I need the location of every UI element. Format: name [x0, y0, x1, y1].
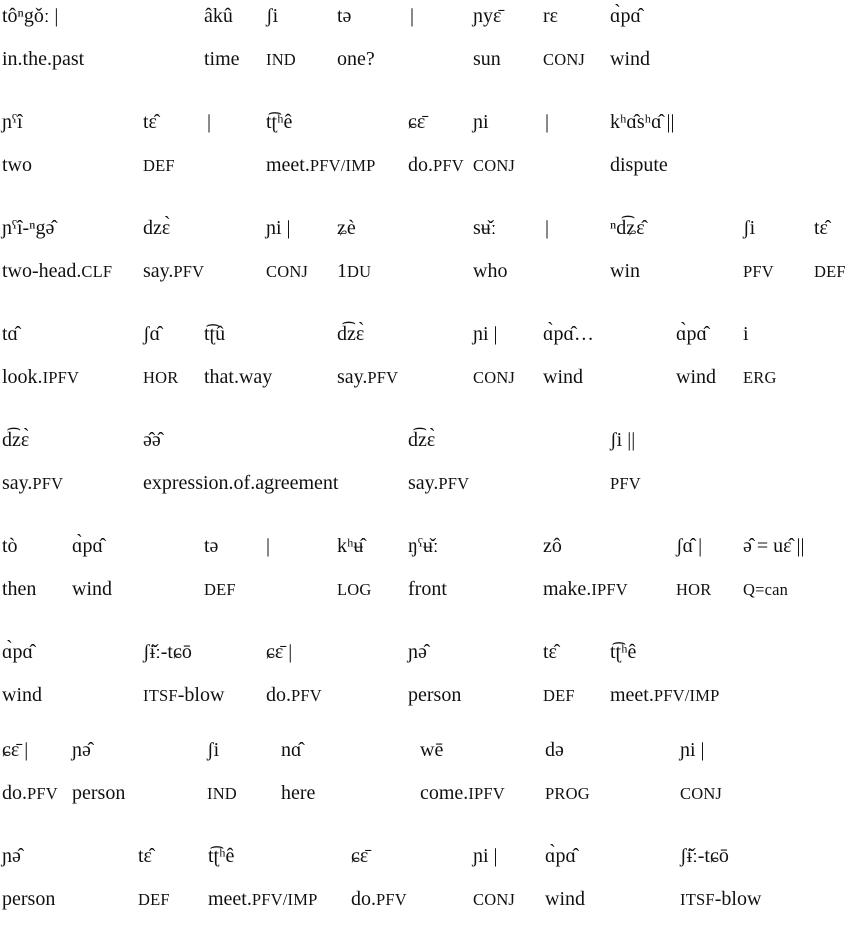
gloss-segment: expression.of.agreement — [143, 472, 339, 494]
gloss-text — [266, 154, 375, 177]
gloss-text — [473, 366, 515, 389]
gloss-segment: one? — [337, 48, 375, 70]
gloss-segment: -blow — [177, 684, 225, 706]
grammatical-abbreviation: CONJ — [473, 156, 516, 175]
gloss-text — [266, 684, 322, 707]
source-word: wē — [420, 739, 444, 761]
grammatical-abbreviation: ITSF — [680, 890, 715, 909]
source-word: t͡ʈʰê — [208, 845, 235, 867]
gloss-text — [473, 260, 507, 282]
gloss-segment: win — [610, 260, 640, 282]
source-word: | — [266, 535, 271, 557]
source-word: tò — [2, 535, 18, 557]
source-word: t͡ʈʰê — [610, 641, 637, 663]
source-word: ɕɛ̄ | — [2, 739, 29, 761]
source-word: d͡zɛ̀ — [408, 429, 436, 451]
grammatical-abbreviation: ERG — [743, 368, 777, 387]
gloss-segment: front — [408, 578, 447, 600]
gloss-text — [676, 366, 716, 388]
grammatical-abbreviation: IPFV — [468, 784, 505, 803]
gloss-segment: do. — [408, 154, 433, 176]
grammatical-abbreviation: DU — [347, 262, 372, 281]
grammatical-abbreviation: PFV — [291, 686, 322, 705]
source-word: nɑ̂ — [281, 739, 302, 761]
gloss-text — [143, 472, 338, 494]
gloss-segment: person — [2, 888, 56, 910]
gloss-segment: do. — [266, 684, 291, 706]
source-word: ɕɛ̄ — [351, 845, 369, 867]
source-word: ɲi | — [473, 323, 498, 345]
gloss-segment: who — [473, 260, 508, 282]
source-word: zô — [543, 535, 562, 557]
source-word: ʃɨ̌ː-tɕō — [143, 641, 192, 663]
gloss-text — [2, 472, 63, 495]
source-word: tôⁿgǒː | — [2, 5, 59, 27]
gloss-text — [72, 578, 112, 600]
source-word: d͡zɛ̀ — [2, 429, 30, 451]
source-word: ɑ̀pɑ̂… — [543, 323, 594, 345]
source-word: ɲi | — [473, 845, 498, 867]
grammatical-abbreviation: PFV — [433, 156, 464, 175]
grammatical-abbreviation: PFV — [173, 262, 205, 281]
gloss-text — [266, 260, 308, 283]
gloss-text — [543, 684, 575, 707]
gloss-segment: then — [2, 578, 37, 600]
gloss-line — [0, 535, 852, 615]
source-word: tə — [337, 5, 352, 27]
gloss-text — [337, 260, 371, 283]
gloss-text — [408, 578, 447, 600]
gloss-text — [351, 888, 407, 911]
grammatical-abbreviation: CONJ — [473, 890, 516, 909]
gloss-text — [814, 260, 846, 283]
source-word: ə̂ = uɛ̂ || — [743, 535, 805, 557]
gloss-segment: dispute — [610, 154, 668, 176]
grammatical-abbreviation: HOR — [143, 368, 179, 387]
gloss-text — [420, 782, 505, 805]
gloss-segment: say. — [408, 472, 439, 494]
gloss-text — [610, 684, 719, 707]
source-word: ɲi — [473, 111, 489, 133]
gloss-segment: meet. — [266, 154, 310, 176]
gloss-segment: sun — [473, 48, 501, 70]
source-word: d͡zɛ̀ — [337, 323, 365, 345]
gloss-text — [408, 684, 461, 706]
source-word: ɑ̀pɑ̂ — [72, 535, 103, 557]
gloss-text — [408, 154, 464, 177]
source-word: də — [545, 739, 564, 761]
source-word: ʃi || — [610, 429, 636, 451]
source-word: t͡ʈʰê — [266, 111, 293, 133]
source-word: rɛ — [543, 5, 559, 27]
grammatical-abbreviation: DEF — [143, 156, 175, 175]
gloss-text — [138, 888, 170, 911]
grammatical-abbreviation: PFV — [438, 474, 470, 493]
source-word: | — [545, 217, 550, 239]
source-word: tɛ̂ — [143, 111, 157, 133]
grammatical-abbreviation: Q=can — [743, 580, 789, 599]
gloss-segment: that.way — [204, 366, 273, 388]
gloss-text — [2, 48, 84, 70]
grammatical-abbreviation: IPFV — [591, 580, 628, 599]
source-word: | — [410, 5, 415, 27]
grammatical-abbreviation: PFV/IMP — [251, 890, 318, 909]
gloss-text — [680, 782, 722, 805]
source-word: ʑè — [337, 217, 356, 239]
gloss-text — [610, 472, 641, 495]
gloss-text — [143, 260, 204, 283]
gloss-segment: say. — [2, 472, 33, 494]
grammatical-abbreviation: PFV/IMP — [309, 156, 376, 175]
gloss-text — [610, 260, 640, 282]
source-word: tɛ̂ — [543, 641, 557, 663]
source-word: ʃi — [207, 739, 220, 761]
grammatical-abbreviation: ITSF — [143, 686, 178, 705]
gloss-segment: wind — [676, 366, 716, 388]
grammatical-abbreviation: PROG — [545, 784, 590, 803]
grammatical-abbreviation: PFV/IMP — [653, 686, 720, 705]
gloss-text — [208, 888, 317, 911]
source-word: tɛ̂ — [138, 845, 152, 867]
gloss-text — [680, 888, 761, 911]
gloss-text — [473, 154, 515, 177]
grammatical-abbreviation: IND — [207, 784, 237, 803]
gloss-segment: person — [72, 782, 126, 804]
source-word: ⁿd͡ʑɛ̂ — [610, 217, 645, 239]
gloss-segment: do. — [351, 888, 376, 910]
source-word: tə — [204, 535, 219, 557]
source-word: sʉ̌ː — [473, 217, 497, 239]
grammatical-abbreviation: CONJ — [266, 262, 309, 281]
gloss-segment: do. — [2, 782, 27, 804]
gloss-line — [0, 641, 852, 721]
gloss-segment: time — [204, 48, 240, 70]
gloss-text — [281, 782, 315, 804]
grammatical-abbreviation: CONJ — [473, 368, 516, 387]
grammatical-abbreviation: DEF — [204, 580, 236, 599]
source-word: ɲə̂ — [2, 845, 21, 867]
gloss-line — [0, 5, 852, 85]
grammatical-abbreviation: CONJ — [680, 784, 723, 803]
gloss-text — [337, 48, 375, 70]
source-word: ɑ̀pɑ̂ — [676, 323, 707, 345]
gloss-line — [0, 323, 852, 403]
gloss-text — [743, 578, 788, 601]
gloss-segment: meet. — [610, 684, 654, 706]
gloss-text — [204, 578, 236, 601]
grammatical-abbreviation: HOR — [676, 580, 712, 599]
source-word: ɲi | — [266, 217, 291, 239]
gloss-text — [2, 782, 58, 805]
grammatical-abbreviation: CLF — [81, 262, 113, 281]
gloss-segment: wind — [2, 684, 42, 706]
gloss-text — [543, 48, 585, 71]
source-word: âkû — [204, 5, 233, 27]
source-word: t͡ʈû — [204, 323, 226, 345]
source-word: ɕɛ̄ — [408, 111, 426, 133]
gloss-text — [2, 888, 55, 910]
gloss-segment: here — [281, 782, 316, 804]
gloss-text — [337, 578, 372, 601]
source-word: ʃi — [266, 5, 279, 27]
gloss-text — [676, 578, 711, 601]
gloss-line — [0, 429, 852, 509]
gloss-text — [2, 154, 32, 176]
source-word: ɑ̀pɑ̂ — [610, 5, 641, 27]
gloss-text — [204, 48, 240, 70]
source-word: ɲyɛ̄ — [473, 5, 502, 27]
source-word: dzɛ̀ — [143, 217, 171, 239]
source-word: i — [743, 323, 749, 345]
grammatical-abbreviation: DEF — [138, 890, 170, 909]
gloss-segment: wind — [610, 48, 650, 70]
grammatical-abbreviation: PFV — [743, 262, 774, 281]
gloss-line — [0, 217, 852, 297]
source-word: ɲə̂ — [408, 641, 427, 663]
source-word: ɲˁî — [2, 111, 23, 133]
gloss-segment: 1 — [337, 260, 347, 282]
gloss-segment: wind — [543, 366, 583, 388]
grammatical-abbreviation: PFV — [367, 368, 399, 387]
gloss-text — [543, 578, 628, 601]
gloss-text — [2, 366, 79, 389]
gloss-text — [473, 888, 515, 911]
gloss-text — [743, 260, 774, 283]
source-word: tɑ̂ — [2, 323, 19, 345]
gloss-text — [143, 366, 178, 389]
source-word: ɕɛ̄ | — [266, 641, 293, 663]
gloss-segment: say. — [337, 366, 368, 388]
gloss-text — [72, 782, 125, 804]
source-word: ʃi — [743, 217, 756, 239]
gloss-segment: wind — [72, 578, 112, 600]
gloss-text — [473, 48, 501, 70]
gloss-text — [143, 154, 175, 177]
grammatical-abbreviation: LOG — [337, 580, 372, 599]
gloss-text — [2, 260, 112, 283]
source-word: ʃɑ̂ | — [676, 535, 703, 557]
grammatical-abbreviation: IPFV — [42, 368, 80, 387]
gloss-text — [204, 366, 272, 388]
gloss-segment: say. — [143, 260, 174, 282]
gloss-text — [143, 684, 224, 707]
grammatical-abbreviation: DEF — [814, 262, 846, 281]
gloss-text — [337, 366, 398, 389]
source-word: | — [207, 111, 212, 133]
grammatical-abbreviation: CONJ — [543, 50, 586, 69]
grammatical-abbreviation: PFV — [610, 474, 641, 493]
source-word: ɑ̀pɑ̂ — [545, 845, 576, 867]
source-word: ʃɑ̂ — [143, 323, 161, 345]
gloss-text — [743, 366, 777, 389]
gloss-text — [207, 782, 237, 805]
gloss-segment: wind — [545, 888, 585, 910]
gloss-segment: meet. — [208, 888, 252, 910]
gloss-segment: come. — [420, 782, 469, 804]
source-word: | — [545, 111, 550, 133]
grammatical-abbreviation: PFV — [32, 474, 64, 493]
source-word: ɲə̂ — [72, 739, 91, 761]
gloss-segment: two — [2, 154, 32, 176]
gloss-line — [0, 111, 852, 191]
grammatical-abbreviation: PFV — [27, 784, 58, 803]
gloss-text — [545, 782, 590, 805]
gloss-line — [0, 845, 852, 925]
source-word: kʰʉ̂ — [337, 535, 364, 557]
source-word: ŋˁʉ̌ː — [408, 535, 439, 557]
grammatical-abbreviation: PFV — [376, 890, 407, 909]
gloss-text — [610, 154, 668, 176]
grammatical-abbreviation: IND — [266, 50, 296, 69]
gloss-segment: -blow — [714, 888, 762, 910]
gloss-text — [545, 888, 585, 910]
source-word: kʰɑ̂sʰɑ̂ || — [610, 111, 675, 133]
source-word: ɑ̀pɑ̂ — [2, 641, 33, 663]
source-word: ə̂ə̂ — [143, 429, 161, 451]
gloss-segment: look. — [2, 366, 43, 388]
source-word: ɲi | — [680, 739, 705, 761]
grammatical-abbreviation: DEF — [543, 686, 575, 705]
gloss-segment: two-head. — [2, 260, 82, 282]
gloss-segment: person — [408, 684, 462, 706]
gloss-segment: in.the.past — [2, 48, 85, 70]
gloss-text — [408, 472, 469, 495]
gloss-text — [266, 48, 296, 71]
source-word: ɲˁî-ⁿgə̂ — [2, 217, 55, 239]
source-word: ʃɨ̌ː-tɕō — [680, 845, 729, 867]
gloss-line — [0, 739, 852, 819]
gloss-text — [610, 48, 650, 70]
gloss-text — [2, 578, 36, 600]
gloss-segment: make. — [543, 578, 592, 600]
gloss-text — [2, 684, 42, 706]
source-word: tɛ̂ — [814, 217, 828, 239]
gloss-text — [543, 366, 583, 388]
